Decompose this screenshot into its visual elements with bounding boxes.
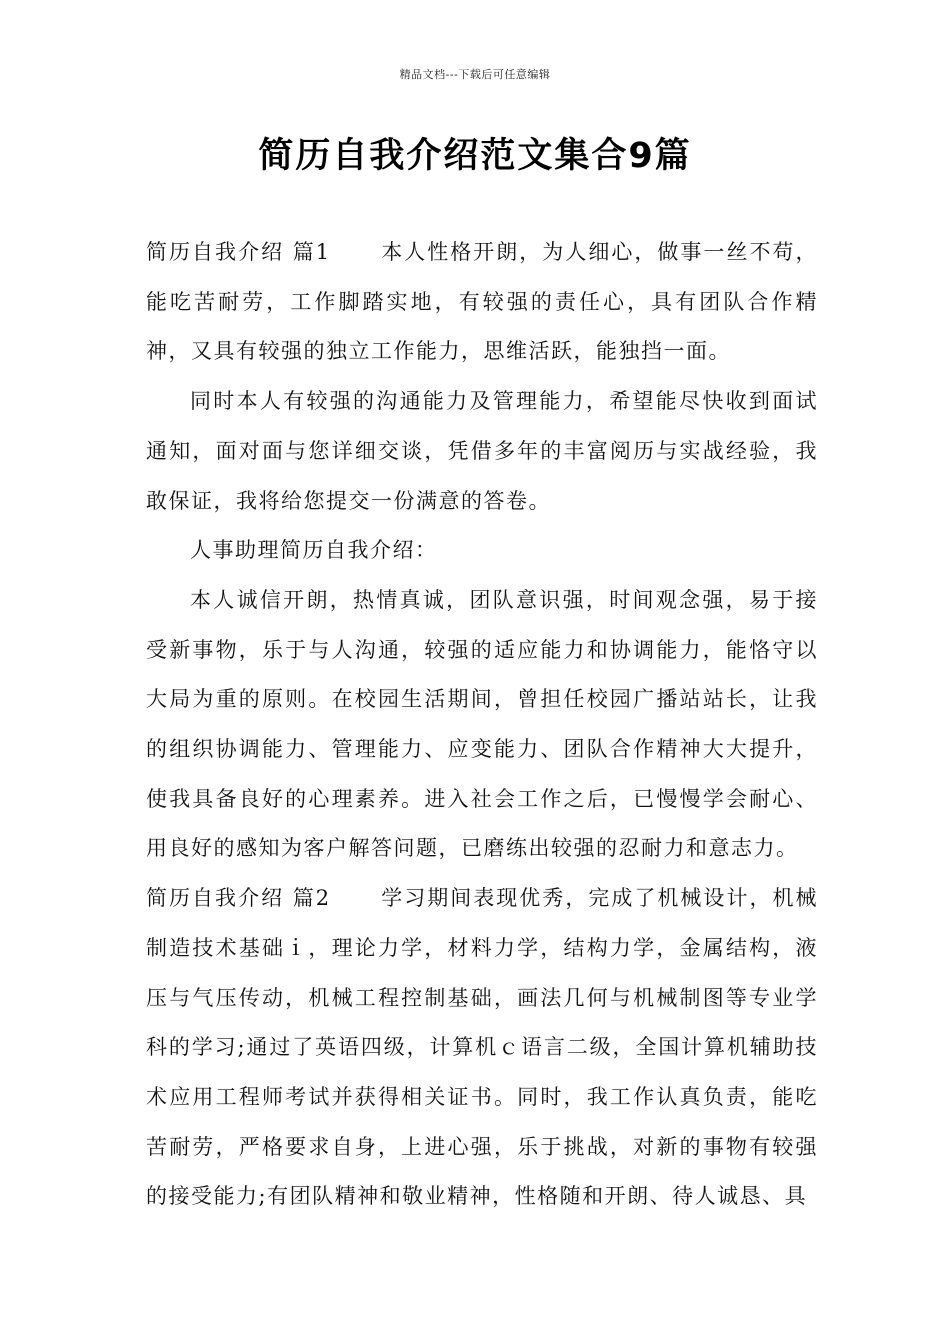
- paragraph: 本人诚信开朗，热情真诚，团队意识强，时间观念强，易于接受新事物，乐于与人沟通，较强的适应能力和协调能力，能恪守以大局为重的原则。在校园生活期间，曾担任校园广播站站长，让我的组织协调能力、管理能力、应变能力、团队合作精神大大提升，使我具备良好的心理素养。进入社会工作之后，已慢慢学会耐心、用良好的感知为客户解答问题，已磨练出较强的忍耐力和意志力。: [146, 587, 818, 861]
- paragraph-text: 学习期间表现优秀，完成了机械设计，机械制造技术基础ｉ，理论力学，材料力学，结构力学，金属结构，液压与气压传动，机械工程控制基础，画法几何与机械制图等专业学科的学习;通过了英语四级，计算机ｃ语言二级，全国计算机辅助技术应用工程师考试并获得相关证书。同时，我工作认真负责，能吃苦耐劳，严格要求自身，上进心强，乐于挑战，对新的事物有较强的接受能力;有团队精神和敬业精神，性格随和开朗、待人诚恳、具: [146, 886, 818, 1209]
- section-heading-2: 简历自我介绍 篇2: [146, 886, 331, 911]
- paragraph-text: 本人性格开朗，为人细心，做事一丝不苟，能吃苦耐劳，工作脚踏实地，有较强的责任心，具有团队合作精神，又具有较强的独立工作能力，思维活跃，能独挡一面。: [146, 240, 818, 364]
- paragraph-section-2: [146, 874, 818, 1222]
- paragraph: 同时本人有较强的沟通能力及管理能力，希望能尽快收到面试通知，面对面与您详细交谈，凭借多年的丰富阅历与实战经验，我敢保证，我将给您提交一份满意的答卷。: [146, 389, 818, 513]
- document-body: [146, 228, 818, 1222]
- paragraph-subheading: 人事助理简历自我介绍：: [190, 538, 438, 563]
- page-header: 精品文档---下载后可任意编辑: [399, 68, 551, 81]
- document-title: 简历自我介绍范文集合9篇: [258, 136, 692, 176]
- paragraph-section-1: [146, 228, 818, 377]
- section-heading-1: 简历自我介绍 篇1: [146, 240, 331, 264]
